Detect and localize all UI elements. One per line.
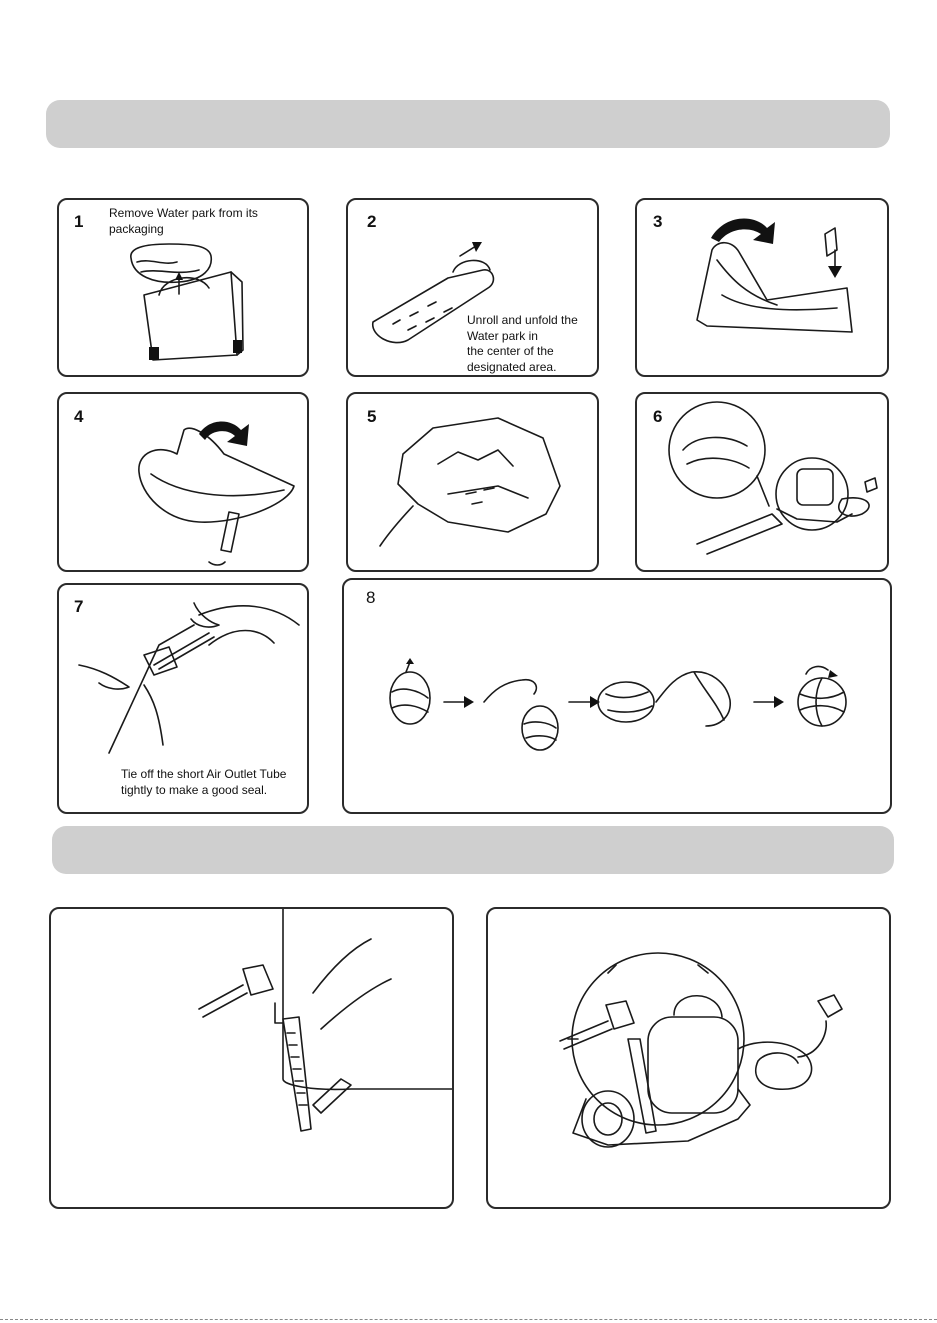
step-number: 5 [367, 407, 377, 426]
step-number: 8 [366, 588, 376, 607]
section-header-bar-middle [52, 826, 894, 874]
step-number: 7 [74, 597, 84, 616]
step-number: 2 [367, 212, 377, 231]
step-number: 3 [653, 212, 663, 231]
unfold-illustration [637, 200, 889, 377]
section-header-bar-top [46, 100, 890, 148]
laid-out-illustration [348, 394, 599, 572]
step-caption: Unroll and unfold the Water park in the center of the designated area. [467, 313, 578, 374]
step-1-panel [57, 198, 309, 377]
packaging-illustration [59, 200, 309, 377]
blower-stake-illustration [488, 909, 891, 1209]
step-number: 1 [74, 212, 84, 231]
step-5-panel [346, 392, 599, 572]
ball-inflate-sequence-illustration [344, 580, 892, 814]
step-4-panel [57, 392, 309, 572]
spread-illustration [59, 394, 309, 572]
page-bottom-rule [0, 1319, 937, 1320]
blower-connect-illustration [637, 394, 889, 572]
unroll-illustration [348, 200, 599, 377]
step-number: 6 [653, 407, 663, 426]
step-caption: Remove Water park from its packaging [109, 206, 258, 236]
step-caption: Tie off the short Air Outlet Tube tightly to make a good seal. [121, 767, 287, 797]
step-2-panel [346, 198, 599, 377]
step-3-panel [635, 198, 889, 377]
stake-hammer-illustration [51, 909, 454, 1209]
tie-off-tube-illustration [59, 585, 309, 814]
step-8-panel [342, 578, 892, 814]
blower-stake-panel [486, 907, 891, 1209]
stake-panel [49, 907, 454, 1209]
step-6-panel [635, 392, 889, 572]
step-number: 4 [74, 407, 84, 426]
step-7-panel [57, 583, 309, 814]
